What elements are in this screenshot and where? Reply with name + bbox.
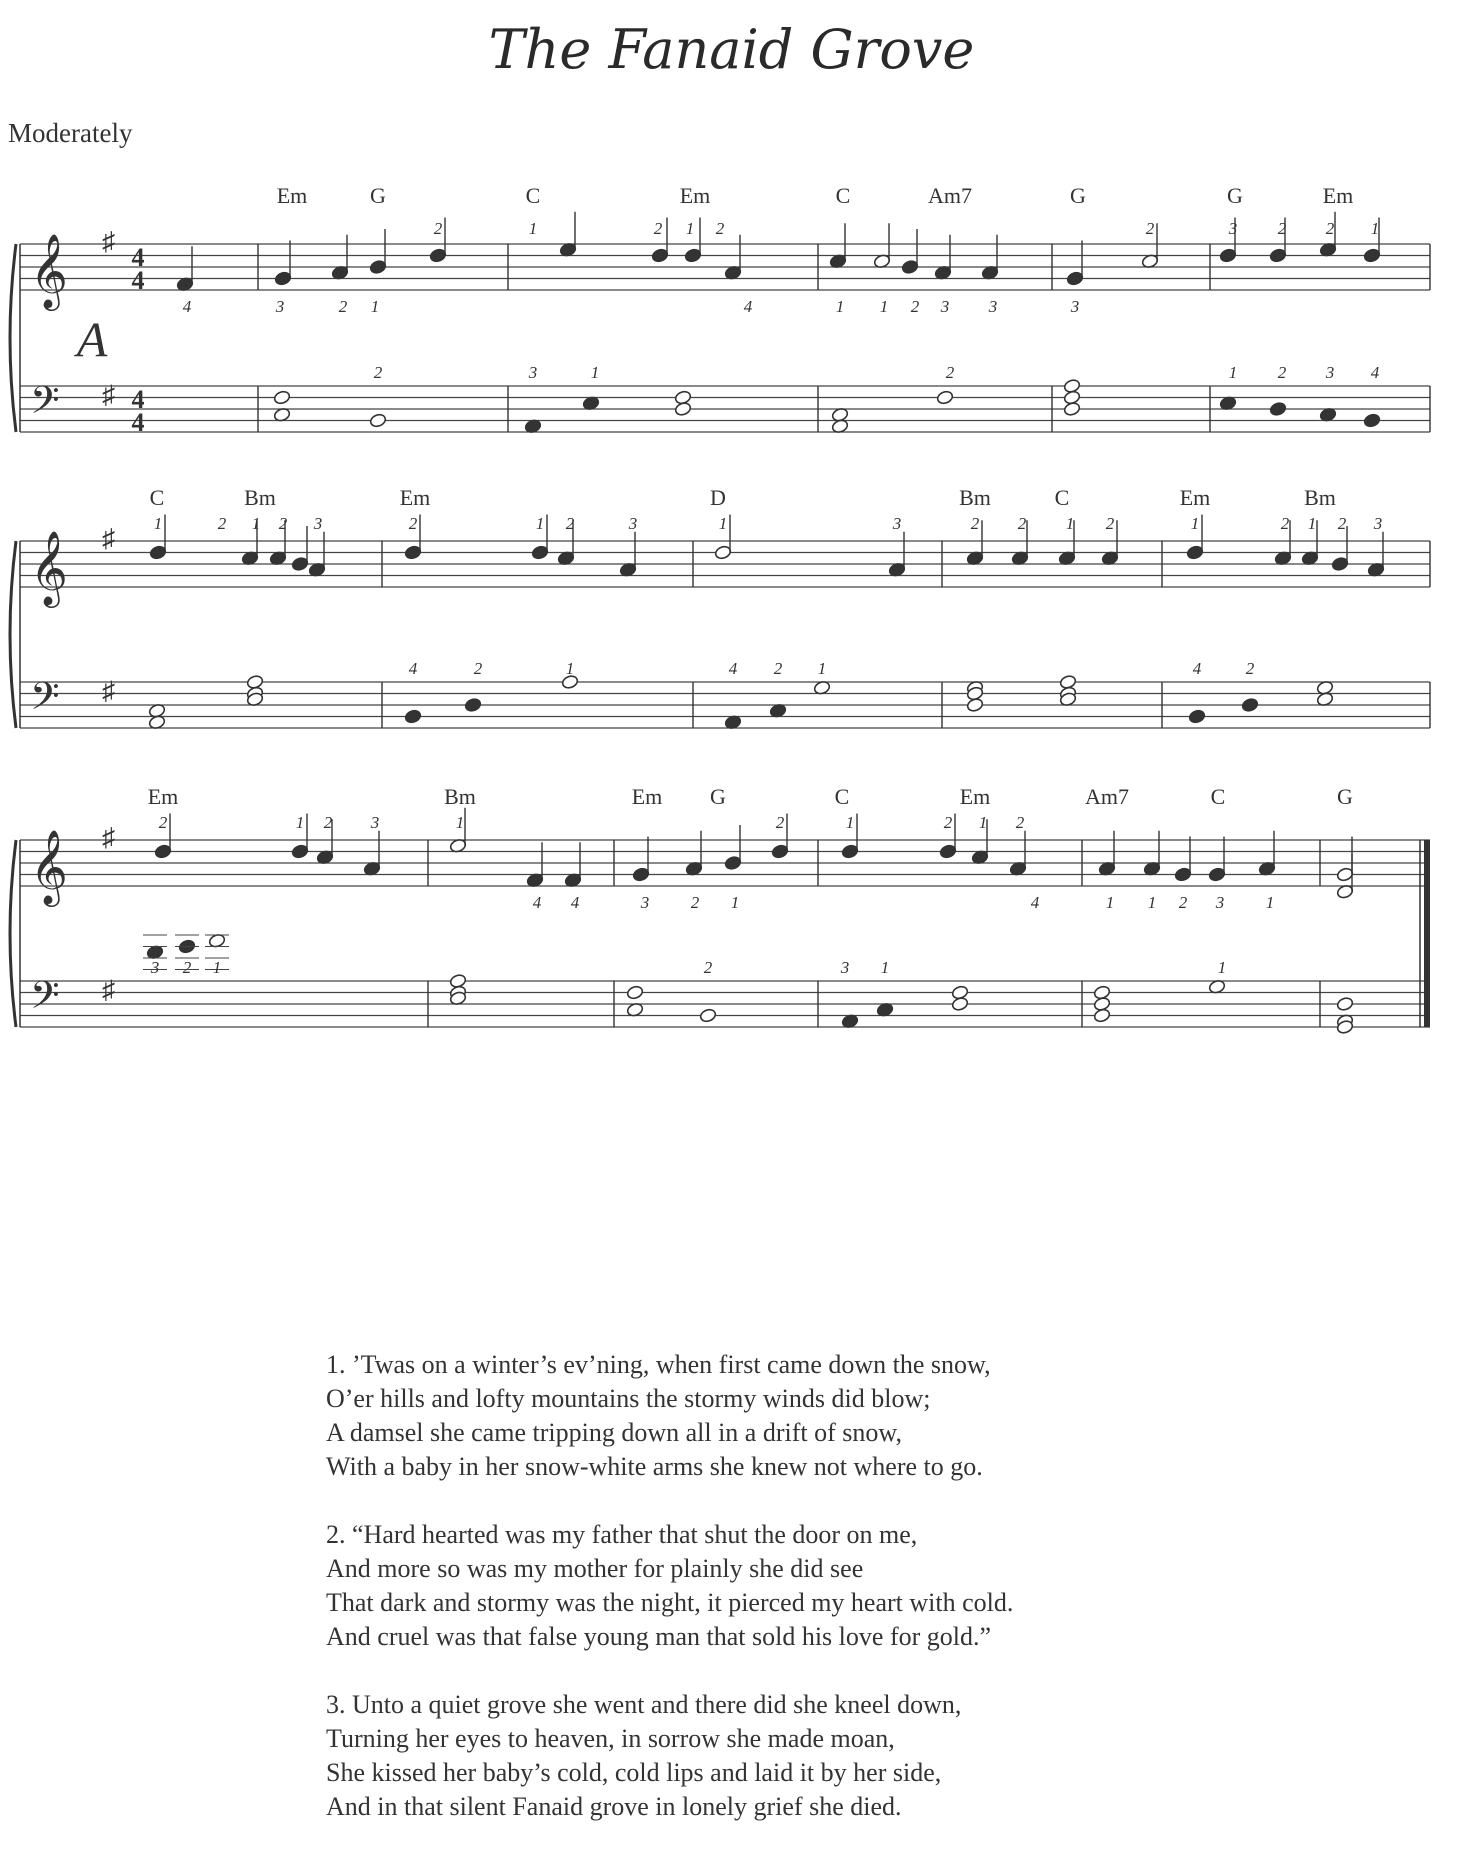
fingering-number: 4 <box>1370 363 1380 382</box>
fingering-number: 3 <box>940 297 950 316</box>
fingering-number: 2 <box>943 813 953 832</box>
chord-symbol: Am7 <box>1085 784 1129 809</box>
fingering-number: 2 <box>433 219 443 238</box>
chord-symbol: Bm <box>1304 485 1336 510</box>
note-head <box>369 413 387 428</box>
system-2-bass-staff <box>20 682 1430 728</box>
fingering-number: 2 <box>775 813 785 832</box>
bass-clef-icon: 𝄢 <box>30 675 60 727</box>
note-head <box>464 697 482 712</box>
fingering-number: 2 <box>473 659 483 678</box>
fingering-number: 1 <box>1190 514 1200 533</box>
note-head <box>531 545 549 560</box>
lyric-line: 1. ’Twas on a winter’s ev’ning, when first came down the snow, <box>326 1350 991 1379</box>
chord-symbol: Bm <box>244 485 276 510</box>
fingering-number: 4 <box>570 893 580 912</box>
key-signature-sharp-icon: ♯ <box>102 523 115 553</box>
fingering-number: 2 <box>910 297 920 316</box>
fingering-number: 2 <box>278 514 288 533</box>
system-1-bass-staff <box>20 386 1430 432</box>
fingering-number: 1 <box>1105 893 1115 912</box>
fingering-number: 3 <box>1373 514 1383 533</box>
chord-symbol: Em <box>959 784 991 809</box>
fingering-number: 3 <box>840 958 850 977</box>
fingering-number: 1 <box>565 659 575 678</box>
fingering-number: 2 <box>182 958 192 977</box>
fingering-number: 2 <box>945 363 955 382</box>
key-signature-sharp-icon: ♯ <box>102 226 115 256</box>
lyric-line: With a baby in her snow-white arms she knew not where to go. <box>326 1452 983 1481</box>
note-head <box>291 556 309 571</box>
fingering-number: 2 <box>1277 363 1287 382</box>
note-head <box>273 390 291 405</box>
treble-clef-icon: 𝄞 <box>30 235 68 307</box>
note-head <box>724 855 742 870</box>
note-head <box>154 844 172 859</box>
final-bar-thick <box>1424 840 1430 1027</box>
fingering-number: 1 <box>835 297 845 316</box>
lyric-line: 3. Unto a quiet grove she went and there did she kneel down, <box>326 1690 962 1719</box>
note-head <box>901 259 919 274</box>
lyric-line: And more so was my mother for plainly she did see <box>326 1554 864 1583</box>
fingering-number: 3 <box>1325 363 1335 382</box>
fingering-number: 3 <box>988 297 998 316</box>
chord-symbol: C <box>149 485 165 510</box>
note-head <box>674 401 692 416</box>
fingering-number: 2 <box>1178 893 1188 912</box>
fingering-number: 3 <box>1228 219 1238 238</box>
chord-symbol: G <box>1070 183 1086 208</box>
fingering-number: 3 <box>640 893 650 912</box>
song-title: The Fanaid Grove <box>488 18 975 81</box>
fingering-number: 1 <box>153 514 163 533</box>
time-signature-bottom: 4 <box>131 407 145 437</box>
fingering-number: 2 <box>217 514 227 533</box>
fingering-number: 2 <box>565 514 575 533</box>
note-head <box>1241 697 1259 712</box>
note-head <box>841 844 859 859</box>
chord-symbol: C <box>525 183 541 208</box>
key-signature-sharp-icon: ♯ <box>102 975 115 1005</box>
chord-symbol: Em <box>1179 485 1211 510</box>
fingering-number: 2 <box>653 219 663 238</box>
note-head <box>1174 867 1192 882</box>
fingering-number: 1 <box>1217 958 1227 977</box>
fingering-number: 2 <box>1280 514 1290 533</box>
fingering-number: 1 <box>212 958 222 977</box>
time-signature-top: 4 <box>131 384 145 414</box>
fingering-number: 2 <box>1145 219 1155 238</box>
fingering-number: 1 <box>1065 514 1075 533</box>
fingering-number: 1 <box>295 813 305 832</box>
note-head <box>429 248 447 263</box>
fingering-number: 2 <box>1017 514 1027 533</box>
fingering-number: 4 <box>182 297 192 316</box>
fingering-number: 1 <box>590 363 600 382</box>
brace <box>10 244 16 432</box>
chord-symbol: D <box>710 485 726 510</box>
fingering-number: 3 <box>275 297 285 316</box>
note-head <box>1269 248 1287 263</box>
fingering-number: 3 <box>1070 297 1080 316</box>
brace <box>10 840 16 1027</box>
fingering-number: 2 <box>323 813 333 832</box>
chord-symbol: G <box>710 784 726 809</box>
fingering-number: 1 <box>1228 363 1238 382</box>
fingering-number: 2 <box>338 297 348 316</box>
treble-clef-icon: 𝄞 <box>30 831 68 903</box>
fingering-number: 3 <box>313 514 323 533</box>
note-head <box>714 545 732 560</box>
note-head <box>1331 556 1349 571</box>
fingering-number: 1 <box>978 813 988 832</box>
fingering-number: 1 <box>1307 514 1317 533</box>
note-head <box>274 271 292 286</box>
note-head <box>1269 401 1287 416</box>
fingering-number: 2 <box>703 958 713 977</box>
verse-1 <box>326 1348 1426 1484</box>
fingering-number: 1 <box>370 297 380 316</box>
chord-symbol: Am7 <box>928 183 972 208</box>
fingering-number: 1 <box>685 219 695 238</box>
bass-clef-icon: 𝄢 <box>30 974 60 1026</box>
fingering-number: 1 <box>455 813 465 832</box>
note-head <box>684 248 702 263</box>
fingering-number: 1 <box>1147 893 1157 912</box>
note-head <box>939 844 957 859</box>
note-head <box>1093 1008 1111 1023</box>
note-head <box>291 844 309 859</box>
fingering-number: 1 <box>817 659 827 678</box>
lyrics-block <box>326 1348 1426 1858</box>
note-head <box>1336 867 1354 882</box>
note-head <box>626 985 644 1000</box>
fingering-number: 1 <box>879 297 889 316</box>
treble-clef-icon: 𝄞 <box>30 532 68 604</box>
time-signature-top: 4 <box>131 242 145 272</box>
lyric-line: And cruel was that false young man that sold his love for gold.” <box>326 1622 992 1651</box>
fingering-number: 1 <box>1265 893 1275 912</box>
fingering-number: 2 <box>1105 514 1115 533</box>
fingering-number: 2 <box>690 893 700 912</box>
time-signature-bottom: 4 <box>131 265 145 295</box>
note-head <box>1208 867 1226 882</box>
note-head <box>651 248 669 263</box>
chord-symbol: Em <box>276 183 308 208</box>
fingering-number: 2 <box>1015 813 1025 832</box>
tempo-marking: Moderately <box>8 118 133 148</box>
verse-2 <box>326 1518 1426 1654</box>
fingering-number: 2 <box>373 363 383 382</box>
chord-symbol: G <box>1227 183 1243 208</box>
chord-symbol: C <box>835 183 851 208</box>
fingering-number: 1 <box>535 514 545 533</box>
key-signature-sharp-icon: ♯ <box>102 822 115 852</box>
verse-3 <box>326 1688 1426 1824</box>
fingering-number: 3 <box>628 514 638 533</box>
lyric-line: Turning her eyes to heaven, in sorrow she made moan, <box>326 1724 895 1753</box>
key-signature-sharp-icon: ♯ <box>102 676 115 706</box>
note-head <box>1219 248 1237 263</box>
lyric-line: She kissed her baby’s cold, cold lips and laid it by her side, <box>326 1758 942 1787</box>
fingering-number: 1 <box>251 514 261 533</box>
chord-symbol: Em <box>1322 183 1354 208</box>
lyric-line: A damsel she came tripping down all in a drift of snow, <box>326 1418 902 1447</box>
chord-symbol: C <box>1210 784 1226 809</box>
fingering-number: 1 <box>718 514 728 533</box>
fingering-number: 4 <box>743 297 753 316</box>
fingering-number: 4 <box>408 659 418 678</box>
fingering-number: 2 <box>1325 219 1335 238</box>
fingering-number: 2 <box>158 813 168 832</box>
fingering-number: 3 <box>1215 893 1225 912</box>
lyric-line: O’er hills and lofty mountains the stormy winds did blow; <box>326 1384 931 1413</box>
chord-symbol: Em <box>631 784 663 809</box>
chord-symbol: C <box>834 784 850 809</box>
note-head <box>1186 545 1204 560</box>
fingering-number: 2 <box>715 219 725 238</box>
note-head <box>936 390 954 405</box>
fingering-number: 2 <box>1277 219 1287 238</box>
note-head <box>966 697 984 712</box>
fingering-number: 1 <box>1370 219 1380 238</box>
lyric-line: 2. “Hard hearted was my father that shut the door on me, <box>326 1520 918 1549</box>
fingering-number: 3 <box>528 363 538 382</box>
system-1-treble-staff <box>20 244 1430 290</box>
fingering-number: 4 <box>728 659 738 678</box>
fingering-number: 4 <box>1192 659 1202 678</box>
note-head <box>404 709 422 724</box>
note-head <box>699 1008 717 1023</box>
chord-symbol: Bm <box>444 784 476 809</box>
note-head <box>369 259 387 274</box>
note-head <box>1063 401 1081 416</box>
fingering-number: 1 <box>845 813 855 832</box>
note-head <box>632 867 650 882</box>
chord-symbol: G <box>370 183 386 208</box>
note-head <box>771 844 789 859</box>
chord-symbol: Bm <box>959 485 991 510</box>
fingering-number: 4 <box>1030 893 1040 912</box>
fingering-number: 2 <box>1337 514 1347 533</box>
part-label: A <box>76 311 108 368</box>
fingering-number: 2 <box>1245 659 1255 678</box>
fingering-number: 3 <box>370 813 380 832</box>
fingering-number: 2 <box>408 514 418 533</box>
lyric-line: That dark and stormy was the night, it pierced my heart with cold. <box>326 1588 1014 1617</box>
key-signature-sharp-icon: ♯ <box>102 380 115 410</box>
fingering-number: 1 <box>880 958 890 977</box>
fingering-number: 1 <box>528 219 538 238</box>
chord-symbol: Em <box>147 784 179 809</box>
chord-symbol: Em <box>679 183 711 208</box>
note-head <box>149 545 167 560</box>
bass-clef-icon: 𝄢 <box>30 379 60 431</box>
note-head <box>1363 413 1381 428</box>
fingering-number: 2 <box>970 514 980 533</box>
chord-symbol: Em <box>399 485 431 510</box>
note-head <box>404 545 422 560</box>
note-head <box>1336 996 1354 1011</box>
lyric-line: And in that silent Fanaid grove in lonely grief she died. <box>326 1792 902 1821</box>
brace <box>10 541 16 728</box>
note-head <box>951 996 969 1011</box>
note-head <box>1188 709 1206 724</box>
chord-symbol: C <box>1054 485 1070 510</box>
chord-symbol: G <box>1337 784 1353 809</box>
fingering-number: 1 <box>730 893 740 912</box>
fingering-number: 2 <box>773 659 783 678</box>
fingering-number: 3 <box>150 958 160 977</box>
fingering-number: 3 <box>892 514 902 533</box>
fingering-number: 4 <box>532 893 542 912</box>
note-head <box>1363 248 1381 263</box>
note-head <box>1066 271 1084 286</box>
